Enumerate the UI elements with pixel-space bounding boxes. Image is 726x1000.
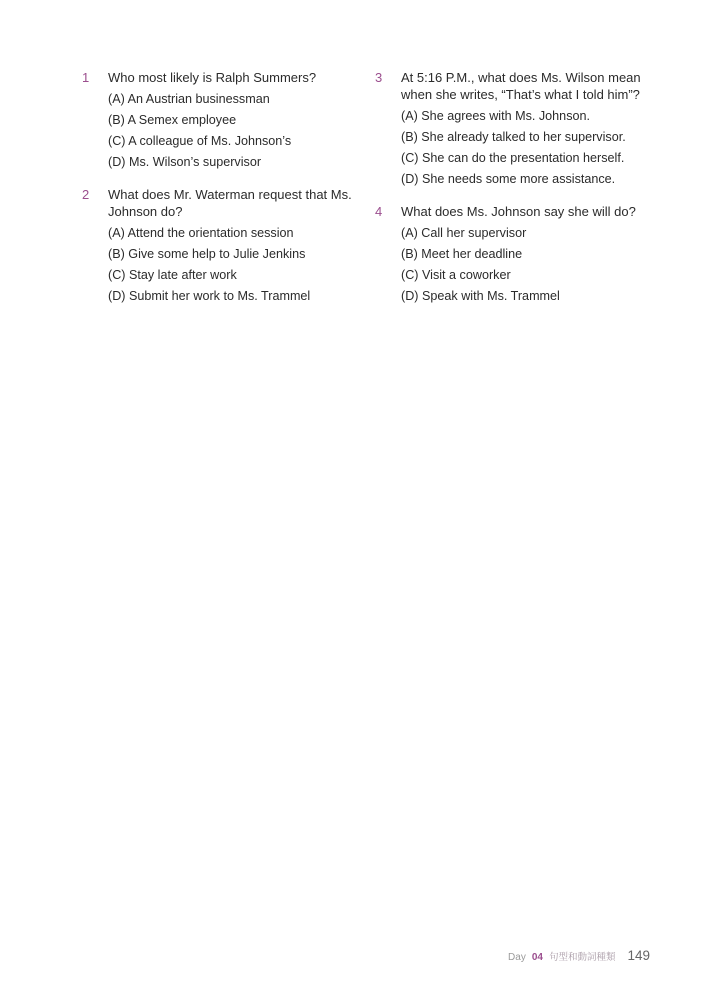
question-1 bbox=[80, 69, 360, 170]
left-column bbox=[80, 69, 360, 304]
answer-option-a: (A) She agrees with Ms. Johnson. bbox=[401, 109, 590, 123]
chapter-title: 句型和動詞種類 bbox=[548, 952, 616, 963]
page-footer bbox=[508, 948, 650, 963]
answer-option-b: (B) Meet her deadline bbox=[401, 247, 523, 261]
question-text: Who most likely is Ralph Summers? bbox=[108, 70, 317, 85]
answer-option-c: (C) She can do the presentation herself. bbox=[401, 151, 625, 165]
day-number: 04 bbox=[531, 952, 543, 963]
answer-option-b: (B) A Semex employee bbox=[108, 113, 237, 127]
answer-option-d: (D) Speak with Ms. Trammel bbox=[401, 289, 560, 303]
answer-option-a: (A) An Austrian businessman bbox=[108, 92, 270, 106]
answer-option-a: (A) Call her supervisor bbox=[401, 226, 527, 240]
page-number: 149 bbox=[627, 948, 650, 963]
question-text: At 5:16 P.M., what does Ms. Wilson mean when she writes, “That’s what I told him”? bbox=[401, 70, 641, 102]
question-text: What does Mr. Waterman request that Ms. Johnson do? bbox=[108, 187, 352, 219]
question-text: What does Ms. Johnson say she will do? bbox=[401, 204, 636, 219]
answer-option-a: (A) Attend the orientation session bbox=[108, 226, 294, 240]
answer-option-c: (C) A colleague of Ms. Johnson’s bbox=[108, 134, 292, 148]
answer-option-c: (C) Visit a coworker bbox=[401, 268, 511, 282]
question-3 bbox=[373, 69, 663, 187]
answer-option-c: (C) Stay late after work bbox=[108, 268, 237, 282]
question-number: 2 bbox=[82, 187, 90, 202]
answer-option-b: (B) She already talked to her supervisor. bbox=[401, 130, 626, 144]
answer-option-d: (D) She needs some more assistance. bbox=[401, 172, 616, 186]
question-number: 1 bbox=[82, 70, 90, 85]
answer-option-d: (D) Submit her work to Ms. Trammel bbox=[108, 289, 311, 303]
answer-option-d: (D) Ms. Wilson’s supervisor bbox=[108, 155, 262, 169]
question-4 bbox=[373, 203, 663, 304]
answer-option-b: (B) Give some help to Julie Jenkins bbox=[108, 247, 306, 261]
question-number: 3 bbox=[375, 70, 383, 85]
question-number: 4 bbox=[375, 204, 383, 219]
question-2 bbox=[80, 186, 360, 304]
right-column bbox=[373, 69, 663, 304]
day-label: Day bbox=[508, 952, 526, 963]
